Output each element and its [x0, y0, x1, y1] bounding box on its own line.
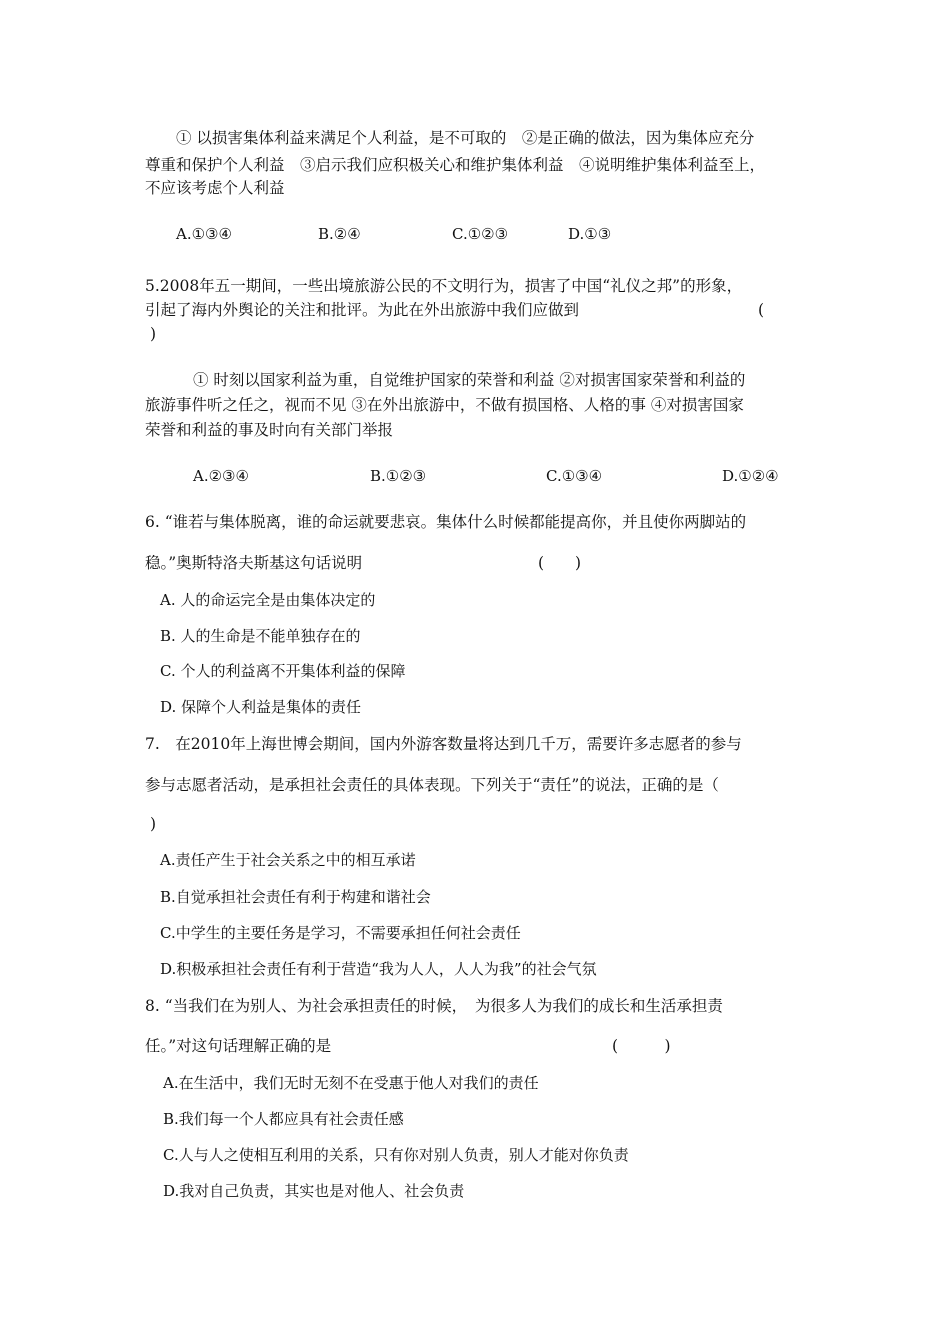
- q6-option-c: C. 个人的利益离不开集体利益的保障: [160, 662, 406, 680]
- q5-body-line-2: 旅游事件听之任之，视而不见 ③在外出旅游中，不做有损国格、人格的事 ④对损害国家: [145, 396, 744, 414]
- q4-option-d: D.①③: [568, 225, 612, 243]
- q6-option-a: A. 人的命运完全是由集体决定的: [160, 591, 376, 609]
- q6-option-d: D. 保障个人利益是集体的责任: [160, 698, 362, 716]
- q4-option-b: B.②④: [318, 225, 361, 243]
- q8-option-b: B.我们每一个人都应具有社会责任感: [163, 1110, 404, 1128]
- q5-stem-line-1: 5.2008年五一期间，一些出境旅游公民的不文明行为，损害了中国“礼仪之邦”的形象，: [145, 277, 743, 295]
- q4-option-a: A.①③④: [176, 225, 232, 243]
- q5-option-b: B.①②③: [370, 467, 427, 485]
- q7-option-c: C.中学生的主要任务是学习，不需要承担任何社会责任: [160, 924, 521, 942]
- q4-stem-line-1: ① 以损害集体利益来满足个人利益，是不可取的 ②是正确的做法，因为集体应充分: [176, 129, 755, 147]
- q8-option-c: C.人与人之使相互利用的关系，只有你对别人负责，别人才能对你负责: [163, 1146, 629, 1164]
- q8-answer-paren: ( ): [612, 1037, 671, 1055]
- q6-stem-line-2: 稳。”奥斯特洛夫斯基这句话说明: [145, 554, 363, 572]
- q5-answer-paren-close: ): [150, 325, 157, 343]
- q5-body-line-3: 荣誉和利益的事及时向有关部门举报: [145, 421, 394, 439]
- q8-stem-line-1: 8. “当我们在为别人、为社会承担责任的时候， 为很多人为我们的成长和生活承担责: [145, 997, 723, 1015]
- q6-answer-paren: ( ): [538, 554, 582, 572]
- q7-option-b: B.自觉承担社会责任有利于构建和谐社会: [160, 888, 431, 906]
- q5-option-c: C.①③④: [546, 467, 603, 485]
- q8-option-a: A.在生活中，我们无时无刻不在受惠于他人对我们的责任: [163, 1074, 539, 1092]
- q5-answer-paren-open: (: [758, 301, 765, 319]
- q5-stem-line-2: 引起了海内外舆论的关注和批评。为此在外出旅游中我们应做到: [145, 301, 580, 319]
- q8-stem-line-2: 任。”对这句话理解正确的是: [145, 1037, 332, 1055]
- q7-option-a: A.责任产生于社会关系之中的相互承诺: [160, 851, 416, 869]
- q8-option-d: D.我对自己负责，其实也是对他人、社会负责: [163, 1182, 465, 1200]
- q7-answer-paren-close: ): [150, 815, 157, 833]
- q4-stem-line-2: 尊重和保护个人利益 ③启示我们应积极关心和维护集体利益 ④说明维护集体利益至上，: [145, 156, 766, 174]
- q4-option-c: C.①②③: [452, 225, 509, 243]
- q5-body-line-1: ① 时刻以国家利益为重，自觉维护国家的荣誉和利益 ②对损害国家荣誉和利益的: [193, 371, 746, 389]
- q5-option-d: D.①②④: [722, 467, 779, 485]
- q7-stem-line-2: 参与志愿者活动，是承担社会责任的具体表现。下列关于“责任”的说法，正确的是（: [145, 776, 719, 794]
- q7-stem-line-1: 7. 在2010年上海世博会期间，国内外游客数量将达到几千万，需要许多志愿者的参与: [145, 735, 742, 753]
- q4-stem-line-3: 不应该考虑个人利益: [145, 179, 285, 197]
- q5-option-a: A.②③④: [193, 467, 249, 485]
- q7-option-d: D.积极承担社会责任有利于营造“我为人人，人人为我”的社会气氛: [160, 960, 597, 978]
- q6-stem-line-1: 6. “谁若与集体脱离，谁的命运就要悲哀。集体什么时候都能提高你，并且使你两脚站的: [145, 513, 747, 531]
- q6-option-b: B. 人的生命是不能单独存在的: [160, 627, 361, 645]
